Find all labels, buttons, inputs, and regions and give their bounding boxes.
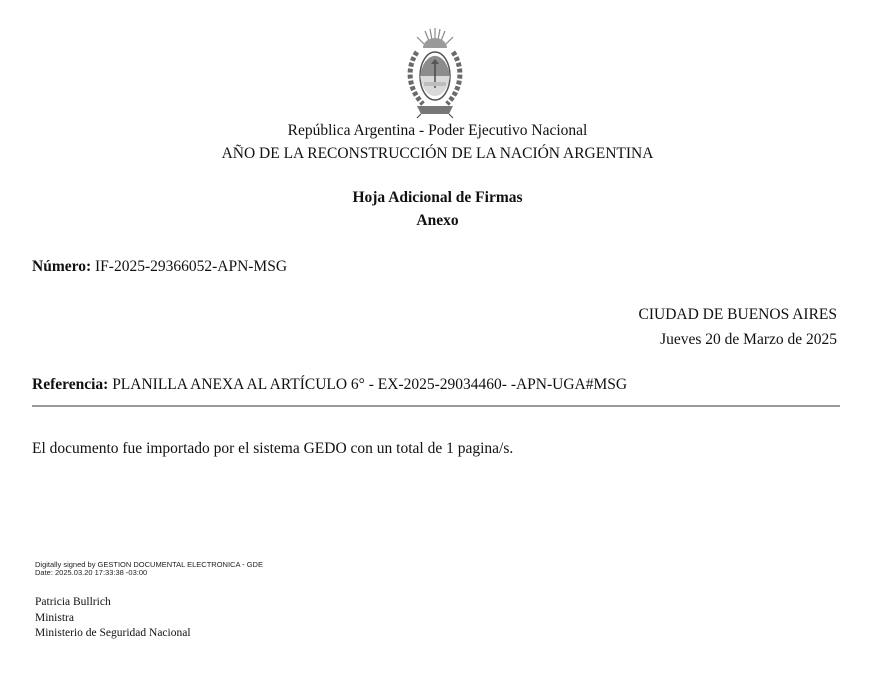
document-subtitle: Anexo: [416, 212, 459, 229]
numero-row: [32, 258, 287, 276]
header-line-republica: República Argentina - Poder Ejecutivo Nacional: [287, 122, 588, 139]
signer-name: Patricia Bullrich: [35, 596, 111, 608]
digital-signature-date: Date: 2025.03.20 17:33:38 -03:00: [35, 568, 148, 577]
digital-signature-block: [35, 561, 263, 577]
body-text: El documento fue importado por el sistema GEDO con un total de 1 pagina/s.: [32, 440, 514, 457]
signer-block: [35, 595, 191, 642]
signer-role: Ministra: [35, 611, 74, 624]
numero-value: IF-2025-29366052-APN-MSG: [95, 258, 288, 275]
digital-signature-line: Digitally signed by GESTION DOCUMENTAL ELECTRONICA - GDE: [35, 560, 263, 569]
document-title: Hoja Adicional de Firmas: [352, 189, 523, 206]
divider: [32, 405, 840, 407]
city-text: CIUDAD DE BUENOS AIRES: [638, 306, 837, 323]
referencia-value: PLANILLA ANEXA AL ARTÍCULO 6° - EX-2025-29034460- -APN-UGA#MSG: [112, 376, 628, 393]
argentina-coat-of-arms-icon: [403, 26, 467, 122]
signer-ministry: Ministerio de Seguridad Nacional: [35, 627, 191, 639]
header-line-ano: AÑO DE LA RECONSTRUCCIÓN DE LA NACIÓN ARGENTINA: [221, 145, 654, 162]
referencia-row: [32, 376, 627, 394]
numero-label: Número:: [32, 258, 92, 275]
referencia-label: Referencia:: [32, 376, 109, 393]
date-text: Jueves 20 de Marzo de 2025: [660, 331, 837, 348]
